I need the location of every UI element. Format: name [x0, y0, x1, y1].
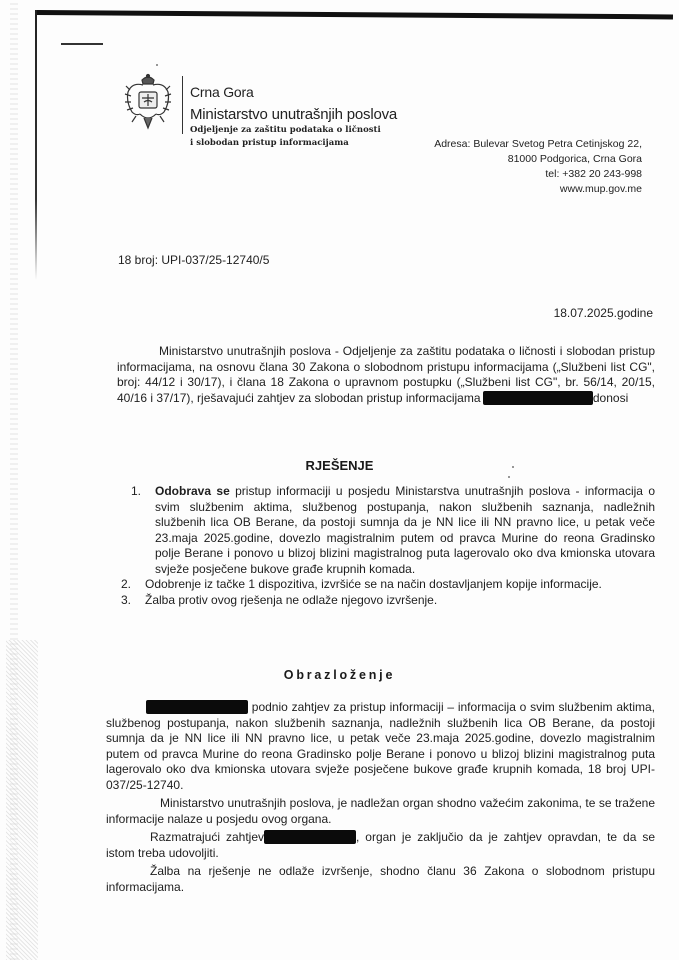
reasoning-paragraph	[106, 864, 655, 895]
paragraph-text: Žalba na rješenje ne odlaže izvršenje, shodno članu 36 Zakona o slobodnom pristupu informacijama.	[106, 864, 655, 894]
letterhead-dash	[61, 43, 103, 45]
paragraph-text: podnio zahtjev za pristup informaciji – informacija o svim službenim aktima, službenog postupanja, nakon službenih saznanja, nadležnih službenih lica OB Berane, da postoji sumnja da je NN lice ili NN pravno lice, u petak veče 23.maja 2025.godine, dovezlo magistralnim putem od pravca Murine do reona Gradinsko polje Berane i ponovo u blizoj blizini magistralnog puta lagerovalo oko dva kmionska utovara svježe posječene bukove građe krupnih komada, 18 broj UPI-037/25-12740.	[106, 700, 655, 792]
paragraph-text: , organ je zaključio da je zahtjev opravdan, te da se istom treba udovoljiti.	[106, 830, 656, 860]
address-line-2: 81000 Podgorica, Crna Gora	[507, 153, 642, 165]
reasoning-heading: Obrazloženje	[283, 668, 396, 682]
header-divider	[182, 76, 183, 134]
redaction-bar	[483, 391, 593, 405]
scan-speck	[512, 466, 514, 468]
intro-paragraph	[117, 344, 655, 406]
item-number: 3.	[121, 592, 132, 607]
scan-speck	[156, 64, 158, 66]
address-line-1: Adresa: Bulevar Svetog Petra Cetinjskog 22,	[434, 138, 642, 150]
reasoning-body	[106, 700, 655, 895]
reasoning-paragraph	[106, 830, 655, 861]
coat-of-arms-icon	[122, 72, 174, 132]
item-text: Odobrenje iz tačke 1 dispozitiva, izvršiće se na način dostavljanjem kopije informacije.	[145, 577, 602, 591]
contact-block	[434, 137, 642, 197]
website: www.mup.gov.me	[559, 183, 642, 195]
item-emphasis: Odobrava se	[155, 484, 230, 498]
phone-number: tel: +382 20 243-998	[545, 168, 642, 180]
redaction-bar	[264, 830, 356, 844]
item-number: 2.	[121, 577, 132, 591]
item-number: 1.	[131, 484, 142, 498]
decision-item	[121, 593, 655, 609]
decision-item	[121, 577, 655, 593]
country-name: Crna Gora	[190, 84, 254, 100]
reference-number: 18 broj: UPI-037/25-12740/5	[118, 253, 270, 267]
reasoning-paragraph	[106, 796, 655, 827]
scan-speck	[508, 476, 510, 478]
redaction-bar	[146, 700, 248, 714]
intro-closing: donosi	[592, 390, 629, 405]
department-line-2: i slobodan pristup informacijama	[190, 138, 349, 148]
organization-block	[190, 84, 397, 149]
document-date: 18.07.2025.godine	[553, 306, 653, 320]
decision-item	[131, 484, 655, 577]
paragraph-text: Razmatrajući zahtjev	[150, 830, 264, 844]
letterhead-left-rule	[35, 10, 37, 280]
scan-noise-artifact	[6, 640, 38, 960]
department-line-1: Odjeljenje za zaštitu podataka o ličnosti	[190, 125, 381, 135]
decision-list	[121, 484, 655, 608]
paragraph-text: Ministarstvo unutrašnjih poslova, je nadležan organ shodno važećim zakonima, te se tražene informacije nalaze u posjedu ovog organa.	[106, 796, 655, 826]
decision-heading: RJEŠENJE	[305, 458, 374, 473]
intro-text: Ministarstvo unutrašnjih poslova - Odjeljenje za zaštitu podataka o ličnosti i slobodan pristup informacijama, na osnovu člana 30 Zakona o slobodnom pristupu informacijama („Službeni list CG", broj: 44/12 i 30/17), i člana 18 Zakona o upravnom postupku („Službeni list CG", br. 56/14, 20/15, 40/16 i 37/17), rješavajući zahtjev za slobodan pristup informacijama	[117, 344, 655, 405]
ministry-name: Ministarstvo unutrašnjih poslova	[190, 106, 398, 123]
item-text: Žalba protiv ovog rješenja ne odlaže njegovo izvršenje.	[145, 592, 438, 607]
letterhead-top-bar	[37, 10, 673, 19]
reasoning-paragraph	[106, 700, 655, 793]
item-text: pristup informaciji u posjedu Ministarstva unutrašnjih poslova - informacija o svim službenim aktima, službenog postupanja, nakon službenih saznanja, nadležnih službenih lica OB Berane, da postoji sumnja da je NN lice ili NN pravno lice, u petak veče 23.maja 2025.godine, dovezlo magistralnim putem od pravca Murine do reona Gradinsko polje Berane i ponovo u blizoj blizini magistralnog puta lagerovalo oko dva kmionska utovara svježe posječene bukove građe krupnih komada.	[155, 484, 655, 576]
